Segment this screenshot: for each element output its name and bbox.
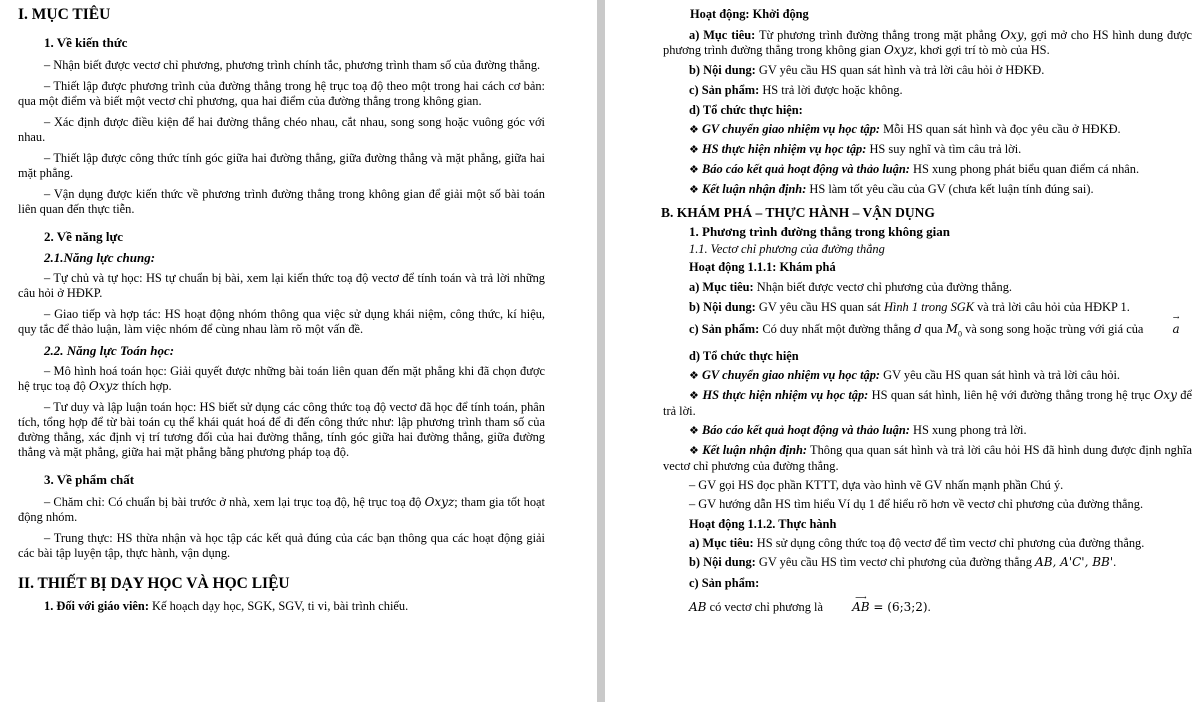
- heading-general-competence: 2.1.Năng lực chung:: [44, 250, 156, 265]
- diamond-bullet-icon: ❖: [689, 164, 699, 176]
- heading-line-equation: 1. Phương trình đường thẳng trong không gian: [689, 224, 950, 239]
- practice-content: b) Nội dung: GV yêu cầu HS tìm vectơ chỉ phương của đường thẳng AB, A'C', BB'.: [689, 555, 1117, 570]
- warmup-step: ❖ HS thực hiện nhiệm vụ học tập: HS suy nghĩ và tìm câu trả lời.: [689, 142, 1022, 156]
- warmup-product: c) Sản phẩm: HS trả lời được hoặc không.: [689, 83, 903, 97]
- activity-practice-title: Hoạt động 1.1.2. Thực hành: [689, 517, 837, 532]
- vector-arrow-icon: ⟶: [855, 593, 867, 603]
- section-heading-objectives: I. MỤC TIÊU: [18, 6, 111, 23]
- knowledge-item: – Thiết lập được phương trình của đường thẳng trong hệ trục toạ độ theo một trong hai cách cơ bản: qua một điểm và biết một vectơ chỉ phương, qua hai điểm của đường thẳng trong không gian.: [18, 79, 545, 108]
- competence-item: – Mô hình hoá toán học: Giải quyết được những bài toán liên quan đến mặt phẳng khi đã chọn được hệ trục toạ độ Oxyz thích hợp.: [18, 364, 545, 393]
- explore-objective: a) Mục tiêu: Nhận biết được vectơ chỉ phương của đường thẳng.: [689, 280, 1013, 294]
- warmup-organization: d) Tổ chức thực hiện:: [689, 103, 803, 117]
- heading-quality: 3. Về phẩm chất: [44, 472, 135, 487]
- diamond-bullet-icon: ❖: [689, 445, 699, 458]
- explore-product: c) Sản phẩm: Có duy nhất một đường thẳng d qua $M_0$ và song song hoặc trùng với giá của → a: [689, 313, 1180, 339]
- heading-direction-vector: 1.1. Vectơ chỉ phương của đường thẳng: [689, 242, 885, 256]
- explore-step: ❖ Báo cáo kết quả hoạt động và thảo luận: HS xung phong trả lời.: [689, 423, 1027, 438]
- practice-objective: a) Mục tiêu: HS sử dụng công thức toạ độ vectơ để tìm vectơ chỉ phương của đường thẳng.: [689, 536, 1145, 551]
- teacher-equipment: 1. Đối với giáo viên: Kế hoạch dạy học, SGK, SGV, ti vi, bài trình chiếu.: [44, 599, 409, 613]
- activity-warmup-title: Hoạt động: Khởi động: [690, 7, 809, 21]
- knowledge-item: – Thiết lập được công thức tính góc giữa hai đường thẳng, giữa đường thẳng và mặt phẳng, giữa hai mặt phẳng.: [18, 151, 545, 180]
- explore-step: ❖ Kết luận nhận định: Thông qua quan sát hình và trả lời câu hỏi HS đã hình dung được định nghĩa vectơ chỉ phương của đường thẳng.: [663, 443, 1192, 474]
- competence-item: – Tự chủ và tự học: HS tự chuẩn bị bài, xem lại kiến thức toạ độ vectơ để tính toán và trả lời những câu hỏi ở HĐKP.: [18, 271, 545, 300]
- heading-competence: 2. Về năng lực: [44, 229, 124, 244]
- practice-example: AB có vectơ chỉ phương là ⟶ AB = (6;3;2).: [689, 593, 931, 615]
- quality-item: – Trung thực: HS thừa nhận và học tập các kết quả đúng của các bạn thông qua các hoạt động giải các bài tập luyện tập, thực hành, vận dụng.: [18, 531, 545, 560]
- heading-math-competence: 2.2. Năng lực Toán học:: [44, 343, 175, 358]
- activity-explore-title: Hoạt động 1.1.1: Khám phá: [689, 260, 836, 274]
- diamond-bullet-icon: ❖: [689, 370, 699, 383]
- knowledge-item: – Xác định được điều kiện để hai đường thẳng chéo nhau, cắt nhau, song song hoặc vuông góc với nhau.: [18, 115, 545, 144]
- right-page: [605, 0, 1202, 702]
- practice-product: c) Sản phẩm:: [689, 576, 760, 591]
- warmup-step: ❖ GV chuyển giao nhiệm vụ học tập: Mỗi HS quan sát hình và đọc yêu cầu ở HĐKĐ.: [689, 122, 1121, 136]
- knowledge-item: – Nhận biết được vectơ chỉ phương, phương trình chính tắc, phương trình tham số của đường thẳng.: [44, 58, 541, 72]
- diamond-bullet-icon: ❖: [689, 425, 699, 438]
- diamond-bullet-icon: ❖: [689, 144, 699, 156]
- vector-arrow-icon: →: [1172, 313, 1180, 322]
- heading-knowledge: 1. Về kiến thức: [44, 35, 128, 50]
- competence-item: – Tư duy và lập luận toán học: HS biết sử dụng các công thức toạ độ vectơ đã học để tính toán, phân tích, tổng hợp để từ bài toán cụ thể khái quát hoá để đi đến công thức như: lập phương trình tham số của đường thẳng, xác định vị trí tương đối của hai đường thẳng, tính góc giữa hai đường thẳng, giữa đường thẳng và mặt phẳng, giữa hai mặt phẳng bằng phương pháp toạ độ.: [18, 400, 545, 459]
- teacher-note: – GV hướng dẫn HS tìm hiểu Ví dụ 1 để hiểu rõ hơn về vectơ chỉ phương của đường thẳng.: [689, 497, 1144, 512]
- quality-item: – Chăm chỉ: Có chuẩn bị bài trước ở nhà, xem lại trục toạ độ, hệ trục toạ độ Oxyz; tham gia tốt hoạt động nhóm.: [18, 495, 545, 524]
- competence-item: – Giao tiếp và hợp tác: HS hoạt động nhóm thông qua việc sử dụng khái niệm, công thức, kí hiệu, quy tắc để thảo luận, làm việc nhóm để cùng nhau làm rõ một vấn đề.: [18, 307, 545, 336]
- diamond-bullet-icon: ❖: [689, 124, 699, 136]
- left-page: [0, 0, 597, 702]
- warmup-step: ❖ Kết luận nhận định: HS làm tốt yêu cầu của GV (chưa kết luận tính đúng sai).: [689, 182, 1094, 196]
- explore-organization: d) Tổ chức thực hiện: [689, 349, 799, 364]
- warmup-objective: a) Mục tiêu: Từ phương trình đường thẳng trong mặt phẳng Oxy, gợi mở cho HS hình dung được phương trình đường thẳng trong không gian Oxyz, khơi gợi trí tò mò của HS.: [663, 28, 1192, 57]
- warmup-step: ❖ Báo cáo kết quả hoạt động và thảo luận: HS xung phong phát biểu quan điểm cá nhân.: [689, 162, 1140, 176]
- section-heading-equipment: II. THIẾT BỊ DẠY HỌC VÀ HỌC LIỆU: [18, 575, 290, 592]
- section-heading-explore: B. KHÁM PHÁ – THỰC HÀNH – VẬN DỤNG: [661, 205, 935, 220]
- explore-step: ❖ GV chuyển giao nhiệm vụ học tập: GV yêu cầu HS quan sát hình và trả lời câu hỏi.: [689, 368, 1121, 383]
- explore-step: ❖ HS thực hiện nhiệm vụ học tập: HS quan sát hình, liên hệ với đường thẳng trong hệ trục Oxy để trả lời.: [663, 388, 1192, 419]
- diamond-bullet-icon: ❖: [689, 184, 699, 196]
- warmup-content: b) Nội dung: GV yêu cầu HS quan sát hình và trả lời câu hỏi ở HĐKĐ.: [689, 63, 1045, 77]
- teacher-note: – GV gọi HS đọc phần KTTT, dựa vào hình vẽ GV nhấn mạnh phần Chú ý.: [689, 478, 1064, 493]
- knowledge-item: – Vận dụng được kiến thức về phương trình đường thẳng trong không gian để giải một số bài toán liên quan đến thực tiễn.: [18, 187, 545, 216]
- explore-content: b) Nội dung: GV yêu cầu HS quan sát Hình 1 trong SGK và trả lời câu hỏi của HĐKP 1.: [689, 300, 1130, 314]
- diamond-bullet-icon: ❖: [689, 390, 700, 403]
